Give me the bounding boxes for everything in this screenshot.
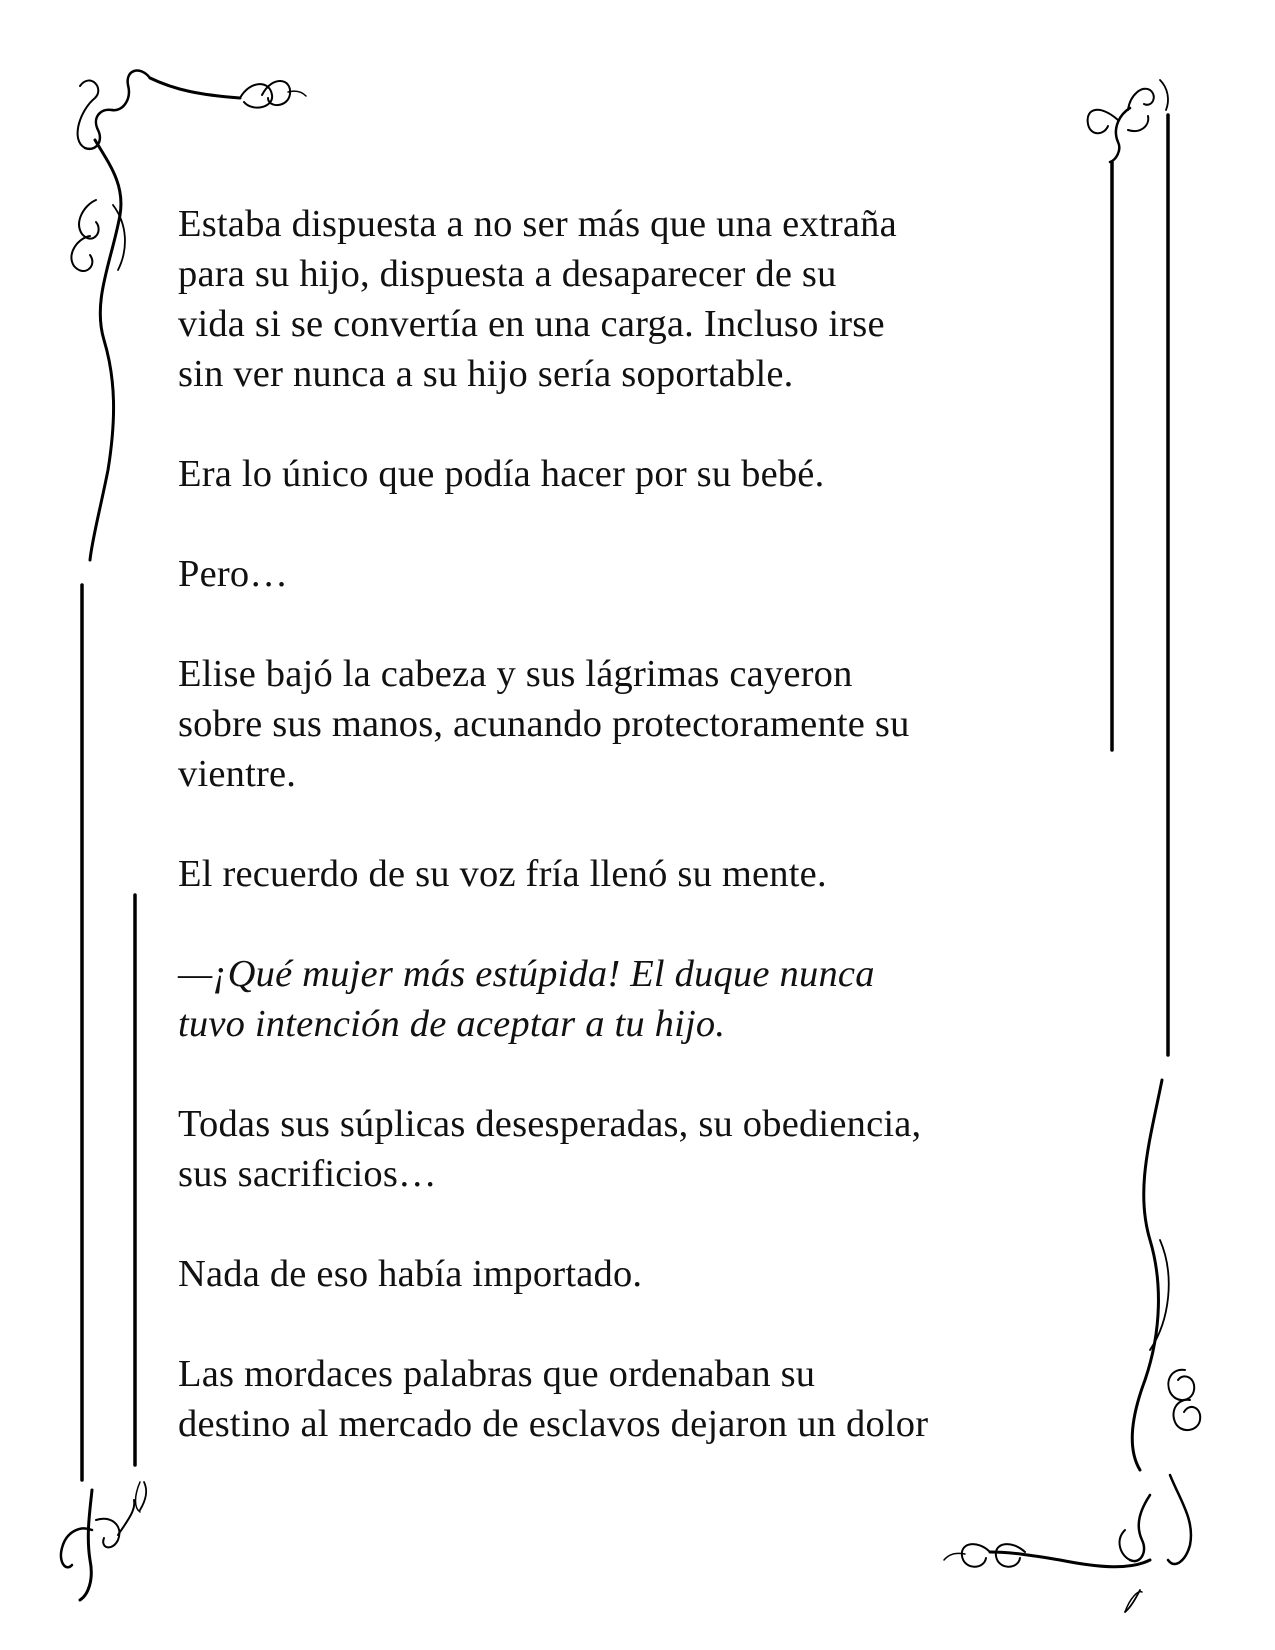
- text-line: Pero…: [178, 553, 289, 595]
- text-line: Elise bajó la cabeza y sus lágrimas cayeron: [178, 653, 853, 695]
- text-line: Las mordaces palabras que ordenaban su: [178, 1353, 816, 1395]
- text-line: El recuerdo de su voz fría llenó su mente.: [178, 853, 827, 895]
- text-line: para su hijo, dispuesta a desaparecer de su: [178, 253, 837, 295]
- paragraph: [178, 849, 1108, 899]
- dialogue-paragraph: [178, 949, 1108, 1049]
- text-line: sin ver nunca a su hijo sería soportable.: [178, 353, 794, 395]
- text-line: —¡Qué mujer más estúpida! El duque nunca: [178, 953, 875, 995]
- text-line: Nada de eso había importado.: [178, 1253, 643, 1295]
- text-line: Era lo único que podía hacer por su bebé.: [178, 453, 825, 495]
- paragraph: [178, 199, 1108, 399]
- paragraph: [178, 1249, 1108, 1299]
- text-line: sus sacrificios…: [178, 1153, 437, 1195]
- bottom-left-flourish: [61, 1482, 146, 1600]
- text-line: Estaba dispuesta a no ser más que una extraña: [178, 203, 897, 245]
- paragraph: [178, 449, 1108, 499]
- paragraph: [178, 1349, 1108, 1449]
- story-text: [178, 199, 1108, 1449]
- text-line: vida si se convertía en una carga. Incluso irse: [178, 303, 885, 345]
- text-line: vientre.: [178, 753, 297, 795]
- paragraph: [178, 649, 1108, 799]
- text-line: tuvo intención de aceptar a tu hijo.: [178, 1003, 726, 1045]
- text-line: destino al mercado de esclavos dejaron un dolor: [178, 1403, 929, 1445]
- text-line: Todas sus súplicas desesperadas, su obediencia,: [178, 1103, 922, 1145]
- text-line: sobre sus manos, acunando protectoramente su: [178, 703, 910, 745]
- paragraph: [178, 549, 1108, 599]
- paragraph: [178, 1099, 1108, 1199]
